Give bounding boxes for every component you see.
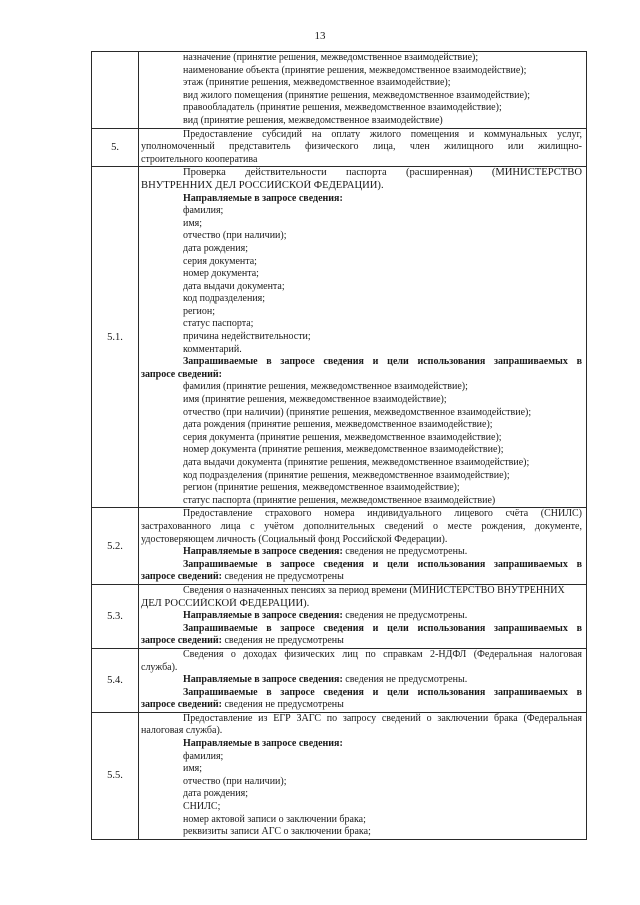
text-line: запросе сведений: сведения не предусмотрены <box>141 699 344 711</box>
text-line: дата выдачи документа (принятие решения, межведомственное взаимодействие); <box>183 457 530 468</box>
row-content <box>139 167 587 508</box>
text-line: дата рождения; <box>183 788 248 800</box>
text-line: удостоверяющем личность (Социальный фонд Российской Федерации). <box>141 533 448 545</box>
text-line: Сведения о доходах физических лиц по справкам 2-НДФЛ (Федеральная налоговая <box>183 648 582 660</box>
text-line: ДЕЛ РОССИЙСКОЙ ФЕДЕРАЦИИ). <box>141 597 310 609</box>
table-row <box>92 712 587 839</box>
table-row <box>92 52 587 129</box>
text-line: дата рождения (принятие решения, межведомственное взаимодействие); <box>183 419 493 431</box>
text-line: номер документа (принятие решения, межведомственное взаимодействие); <box>183 444 504 456</box>
table-row <box>92 584 587 648</box>
text-line: ВНУТРЕННИХ ДЕЛ РОССИЙСКОЙ ФЕДЕРАЦИИ). <box>141 179 384 191</box>
row-number: 5.3. <box>92 584 139 648</box>
row-number: 5.1. <box>92 167 139 508</box>
text-line: причина недействительности; <box>183 331 311 343</box>
row-number: 5.5. <box>92 712 139 839</box>
text-line: серия документа; <box>183 255 257 267</box>
text-line: запросе сведений: <box>141 368 222 380</box>
row-content <box>139 52 587 129</box>
table-row <box>92 128 587 167</box>
text-line: Направляемые в запросе сведения: <box>183 192 343 204</box>
row-content <box>139 128 587 167</box>
text-line: застрахованного лица с учётом дополнительных сведений о месте рождения, документе, <box>141 520 582 532</box>
text-line: имя; <box>183 763 203 775</box>
text-line: этаж (принятие решения, межведомственное взаимодействие); <box>183 77 451 89</box>
row-content <box>139 648 587 712</box>
text-line: фамилия; <box>183 205 224 217</box>
text-line: комментарий. <box>183 343 242 355</box>
table-row <box>92 508 587 585</box>
row-number: 5.4. <box>92 648 139 712</box>
text-line: Запрашиваемые в запросе сведения и цели использования запрашиваемых в <box>183 622 582 634</box>
text-line: серия документа (принятие решения, межведомственное взаимодействие); <box>183 431 502 443</box>
text-line: Предоставление субсидий на оплату жилого помещения и коммунальных услуг, <box>183 128 582 140</box>
text-line: Проверка действительности паспорта (расширенная) (МИНИСТЕРСТВО <box>183 167 582 179</box>
text-line: наименование объекта (принятие решения, межведомственное взаимодействие); <box>183 64 527 76</box>
text-line: Сведения о назначенных пенсиях за период времени (МИНИСТЕРСТВО ВНУТРЕННИХ <box>183 584 565 596</box>
text-line: Запрашиваемые в запросе сведения и цели использования запрашиваемых в <box>183 558 582 570</box>
text-line: правообладатель (принятие решения, межведомственное взаимодействие); <box>183 102 502 114</box>
data-table <box>91 51 587 840</box>
text-line: налоговая служба). <box>141 725 223 737</box>
text-line: имя (принятие решения, межведомственное взаимодействие); <box>183 394 447 406</box>
page-number: 13 <box>314 30 326 42</box>
text-line: Предоставление из ЕГР ЗАГС по запросу сведений о заключении брака (Федеральная <box>183 712 582 724</box>
text-line: запросе сведений: сведения не предусмотрены <box>141 635 344 647</box>
text-line: служба). <box>141 661 178 673</box>
row-number <box>92 52 139 129</box>
text-line: Направляемые в запросе сведения: сведения не предусмотрены. <box>183 546 468 558</box>
text-line: запросе сведений: сведения не предусмотрены <box>141 571 344 583</box>
text-line: код подразделения (принятие решения, межведомственное взаимодействие); <box>183 469 510 481</box>
text-line: статус паспорта (принятие решения, межведомственное взаимодействие) <box>183 494 496 506</box>
row-number: 5. <box>92 128 139 167</box>
text-line: реквизиты записи АГС о заключении брака; <box>183 826 371 838</box>
text-line: Направляемые в запросе сведения: сведения не предусмотрены. <box>183 610 468 622</box>
row-content <box>139 584 587 648</box>
text-line: дата выдачи документа; <box>183 280 285 292</box>
text-line: статус паспорта; <box>183 318 254 330</box>
text-line: Запрашиваемые в запросе сведения и цели использования запрашиваемых в <box>183 686 582 698</box>
text-line: СНИЛС; <box>183 801 221 813</box>
row-number: 5.2. <box>92 508 139 585</box>
text-line: фамилия (принятие решения, межведомственное взаимодействие); <box>183 381 468 393</box>
text-line: строительного кооператива <box>141 153 258 165</box>
text-line: Запрашиваемые в запросе сведения и цели использования запрашиваемых в <box>183 356 582 368</box>
table-row <box>92 167 587 508</box>
text-line: уполномоченный представитель физического лица, член жилищного или жилищно- <box>141 141 582 153</box>
text-line: номер документа; <box>183 268 259 280</box>
text-line: фамилия; <box>183 750 224 762</box>
text-line: дата рождения; <box>183 242 248 254</box>
table-row <box>92 648 587 712</box>
text-line: код подразделения; <box>183 293 266 305</box>
text-line: Направляемые в запросе сведения: <box>183 738 343 750</box>
row-content <box>139 508 587 585</box>
text-line: регион (принятие решения, межведомственное взаимодействие); <box>183 482 460 494</box>
text-line: Предоставление страхового номера индивидуального лицевого счёта (СНИЛС) <box>183 508 582 520</box>
text-line: отчество (при наличии); <box>183 775 287 787</box>
text-line: номер актовой записи о заключении брака; <box>183 813 366 825</box>
text-line: имя; <box>183 217 203 229</box>
text-line: отчество (при наличии) (принятие решения, межведомственное взаимодействие); <box>183 406 532 418</box>
text-line: вид (принятие решения, межведомственное взаимодействие) <box>183 114 443 126</box>
text-line: назначение (принятие решения, межведомственное взаимодействие); <box>183 52 479 63</box>
text-line: Направляемые в запросе сведения: сведения не предусмотрены. <box>183 674 468 686</box>
text-line: регион; <box>183 305 216 317</box>
row-content <box>139 712 587 839</box>
text-line: отчество (при наличии); <box>183 230 287 242</box>
text-line: вид жилого помещения (принятие решения, межведомственное взаимодействие); <box>183 89 531 101</box>
